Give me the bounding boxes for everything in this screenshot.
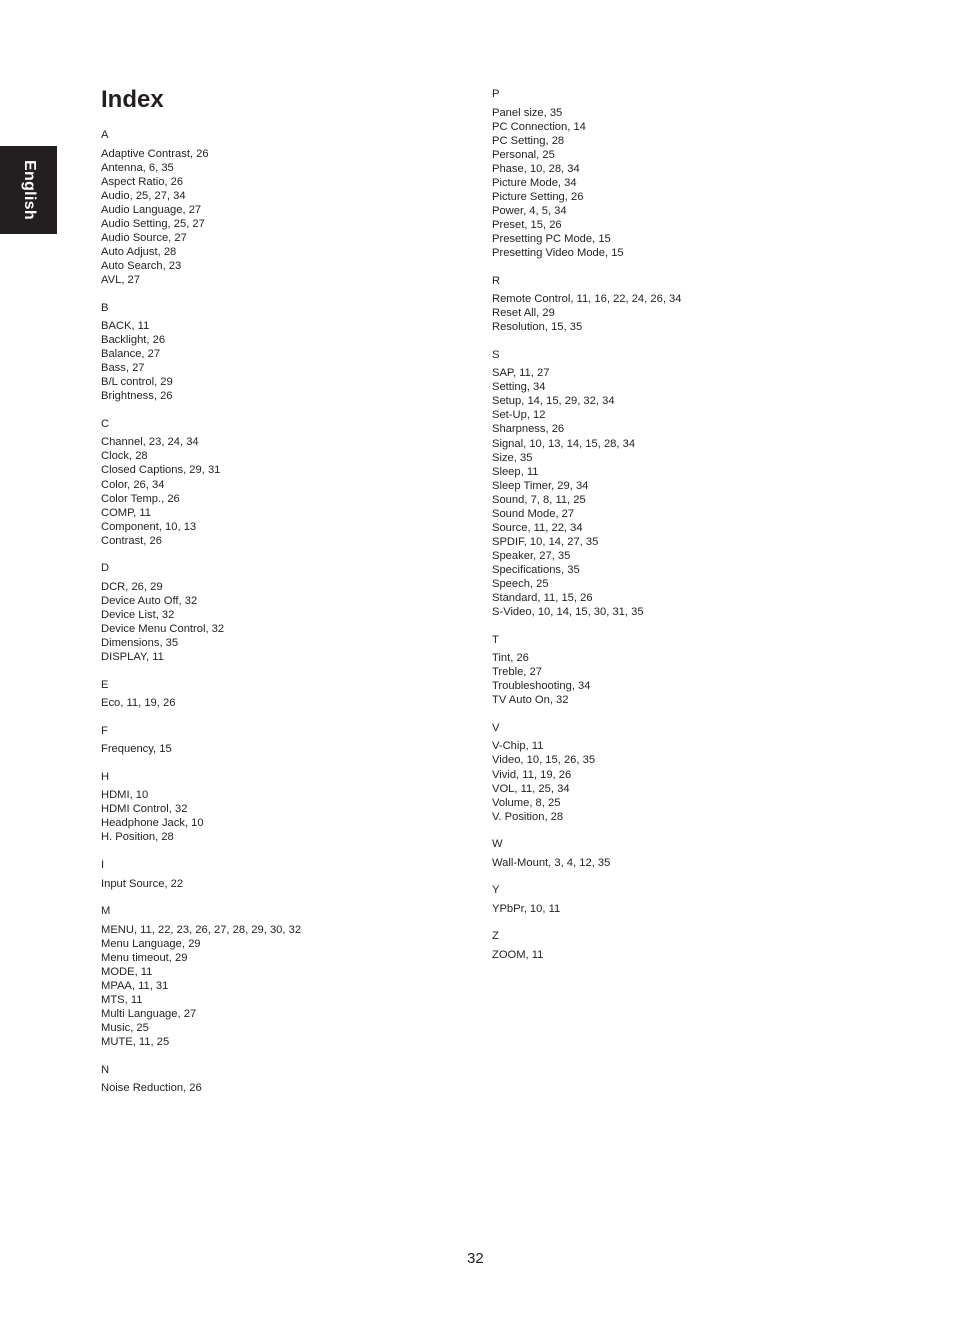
- index-entry: Audio Setting, 25, 27: [101, 217, 205, 230]
- index-entry: Contrast, 26: [101, 534, 162, 547]
- index-entry: Power, 4, 5, 34: [492, 204, 567, 217]
- index-group-i: [101, 858, 461, 891]
- index-letter-heading: P: [492, 88, 500, 100]
- index-entry: TV Auto On, 32: [492, 694, 569, 707]
- index-group-f: [101, 724, 461, 757]
- index-letter-heading: E: [101, 678, 109, 691]
- index-group-s: [492, 348, 852, 619]
- index-letter-heading: V: [492, 721, 500, 734]
- index-entry: Antenna, 6, 35: [101, 161, 174, 174]
- page-number: 32: [467, 1250, 484, 1267]
- index-group-c: [101, 417, 461, 548]
- index-entry: Channel, 23, 24, 34: [101, 436, 199, 449]
- index-entry: Panel size, 35: [492, 106, 563, 119]
- index-entry: Audio Source, 27: [101, 231, 187, 244]
- index-entry: HDMI, 10: [101, 789, 149, 802]
- index-letter-heading: I: [101, 859, 105, 872]
- language-tab: [0, 146, 57, 234]
- index-entry: DISPLAY, 11: [101, 651, 164, 664]
- index-entry: Noise Reduction, 26: [101, 1082, 202, 1095]
- index-entry: MENU, 11, 22, 23, 26, 27, 28, 29, 30, 32: [101, 923, 302, 936]
- index-entry: Sleep, 11: [492, 465, 539, 478]
- index-group-e: [101, 678, 461, 711]
- index-entry: V-Chip, 11: [492, 740, 544, 753]
- index-entry: Input Source, 22: [101, 877, 184, 890]
- index-entry: AVL, 27: [101, 273, 140, 286]
- index-entry: Size, 35: [492, 451, 533, 464]
- index-entry: Auto Adjust, 28: [101, 245, 177, 258]
- index-entry: Bass, 27: [101, 362, 145, 375]
- index-entry: Menu timeout, 29: [101, 951, 188, 964]
- index-group-p: [492, 87, 852, 260]
- language-tab-label: English: [20, 160, 38, 220]
- index-entry: Set-Up, 12: [492, 409, 546, 422]
- index-entry: Aspect Ratio, 26: [101, 175, 184, 188]
- index-entry: MUTE, 11, 25: [101, 1036, 170, 1049]
- index-entry: COMP, 11: [101, 506, 151, 519]
- index-group-v: [492, 721, 852, 824]
- index-entry: Headphone Jack, 10: [101, 817, 204, 830]
- index-entry: H. Position, 28: [101, 831, 174, 844]
- index-letter-heading: F: [101, 724, 108, 737]
- index-entry: B/L control, 29: [101, 376, 173, 389]
- index-entry: V. Position, 28: [492, 810, 564, 823]
- index-entry: SPDIF, 10, 14, 27, 35: [492, 535, 599, 548]
- index-entry: Vivid, 11, 19, 26: [492, 768, 572, 781]
- index-entry: Audio, 25, 27, 34: [101, 189, 186, 202]
- index-letter-heading: S: [492, 348, 500, 361]
- index-entry: S-Video, 10, 14, 15, 30, 31, 35: [492, 606, 644, 619]
- index-group-w: [492, 837, 852, 870]
- index-entry: Preset, 15, 26: [492, 218, 562, 231]
- index-entry: Picture Setting, 26: [492, 190, 584, 203]
- index-entry: YPbPr, 10, 11: [492, 902, 561, 915]
- index-group-d: [101, 561, 461, 664]
- index-entry: Device Auto Off, 32: [101, 594, 198, 607]
- index-entry: Dimensions, 35: [101, 637, 179, 649]
- index-entry: ZOOM, 11: [492, 948, 544, 961]
- index-entry: SAP, 11, 27: [492, 367, 550, 380]
- index-entry: Backlight, 26: [101, 334, 166, 347]
- index-entry: Sleep Timer, 29, 34: [492, 479, 589, 492]
- index-entry: Phase, 10, 28, 34: [492, 162, 580, 175]
- index-entry: Speaker, 27, 35: [492, 549, 571, 562]
- index-entry: Eco, 11, 19, 26: [101, 697, 176, 710]
- index-entry: Reset All, 29: [492, 307, 555, 320]
- index-group-m: [101, 904, 461, 1049]
- index-entry: MODE, 11: [101, 965, 153, 978]
- index-entry: Speech, 25: [492, 578, 549, 590]
- index-letter-heading: B: [101, 301, 109, 314]
- index-entry: Presetting PC Mode, 15: [492, 232, 611, 245]
- index-entry: Color Temp., 26: [101, 492, 180, 505]
- index-entry: Picture Mode, 34: [492, 176, 577, 189]
- index-entry: Component, 10, 13: [101, 520, 197, 533]
- index-letter-heading: R: [492, 274, 501, 287]
- index-entry: Tint, 26: [492, 652, 529, 665]
- index-entry: Video, 10, 15, 26, 35: [492, 754, 596, 767]
- index-entry: Closed Captions, 29, 31: [101, 464, 221, 477]
- index-entry: MPAA, 11, 31: [101, 979, 169, 992]
- index-entry: Setup, 14, 15, 29, 32, 34: [492, 395, 615, 408]
- index-entry: Setting, 34: [492, 381, 546, 394]
- index-letter-heading: A: [101, 129, 109, 141]
- index-entry: Specifications, 35: [492, 563, 580, 576]
- index-right-column: [492, 87, 852, 975]
- index-entry: PC Connection, 14: [492, 120, 586, 133]
- index-letter-heading: C: [101, 417, 110, 430]
- index-group-r: [492, 274, 852, 335]
- index-group-n: [101, 1063, 461, 1096]
- index-entry: Resolution, 15, 35: [492, 321, 583, 334]
- index-entry: Personal, 25: [492, 148, 555, 161]
- index-entry: Color, 26, 34: [101, 478, 165, 491]
- index-letter-heading: D: [101, 562, 110, 575]
- index-group-b: [101, 301, 461, 404]
- index-entry: Troubleshooting, 34: [492, 680, 591, 693]
- index-entry: Device List, 32: [101, 608, 175, 621]
- index-group-z: [492, 929, 852, 962]
- index-entry: Sound, 7, 8, 11, 25: [492, 493, 586, 506]
- index-entry: Music, 25: [101, 1021, 149, 1034]
- index-entry: Adaptive Contrast, 26: [101, 147, 209, 160]
- page-title: Index: [101, 86, 164, 113]
- index-letter-heading: T: [492, 633, 499, 646]
- index-entry: Multi Language, 27: [101, 1007, 197, 1020]
- index-entry: Sound Mode, 27: [492, 507, 575, 520]
- index-letter-heading: W: [492, 838, 503, 851]
- index-entry: Auto Search, 23: [101, 259, 182, 272]
- index-entry: Brightness, 26: [101, 390, 173, 403]
- index-letter-heading: M: [101, 905, 111, 918]
- index-entry: Standard, 11, 15, 26: [492, 592, 593, 605]
- index-entry: DCR, 26, 29: [101, 580, 163, 593]
- index-entry: Clock, 28: [101, 450, 148, 463]
- index-entry: Wall-Mount, 3, 4, 12, 35: [492, 856, 611, 869]
- index-letter-heading: N: [101, 1063, 110, 1076]
- index-entry: VOL, 11, 25, 34: [492, 782, 570, 795]
- index-entry: MTS, 11: [101, 993, 143, 1006]
- index-group-a: [101, 128, 461, 287]
- index-entry: Signal, 10, 13, 14, 15, 28, 34: [492, 437, 636, 450]
- index-entry: Sharpness, 26: [492, 423, 565, 436]
- index-entry: Device Menu Control, 32: [101, 622, 225, 635]
- index-entry: Menu Language, 29: [101, 937, 201, 950]
- index-entry: Frequency, 15: [101, 743, 172, 756]
- index-entry: Remote Control, 11, 16, 22, 24, 26, 34: [492, 293, 682, 306]
- index-letter-heading: Z: [492, 930, 499, 943]
- index-entry: BACK, 11: [101, 320, 150, 333]
- index-left-column: [101, 128, 461, 1109]
- index-entry: Audio Language, 27: [101, 203, 202, 216]
- index-group-y: [492, 883, 852, 916]
- index-group-t: [492, 633, 852, 708]
- index-letter-heading: Y: [492, 884, 500, 897]
- index-entry: Treble, 27: [492, 666, 542, 679]
- index-entry: PC Setting, 28: [492, 134, 565, 147]
- index-letter-heading: H: [101, 770, 110, 783]
- index-group-h: [101, 770, 461, 845]
- index-entry: Presetting Video Mode, 15: [492, 247, 624, 260]
- index-entry: Volume, 8, 25: [492, 796, 561, 809]
- index-entry: HDMI Control, 32: [101, 803, 188, 816]
- index-entry: Balance, 27: [101, 348, 161, 361]
- index-entry: Source, 11, 22, 34: [492, 521, 583, 534]
